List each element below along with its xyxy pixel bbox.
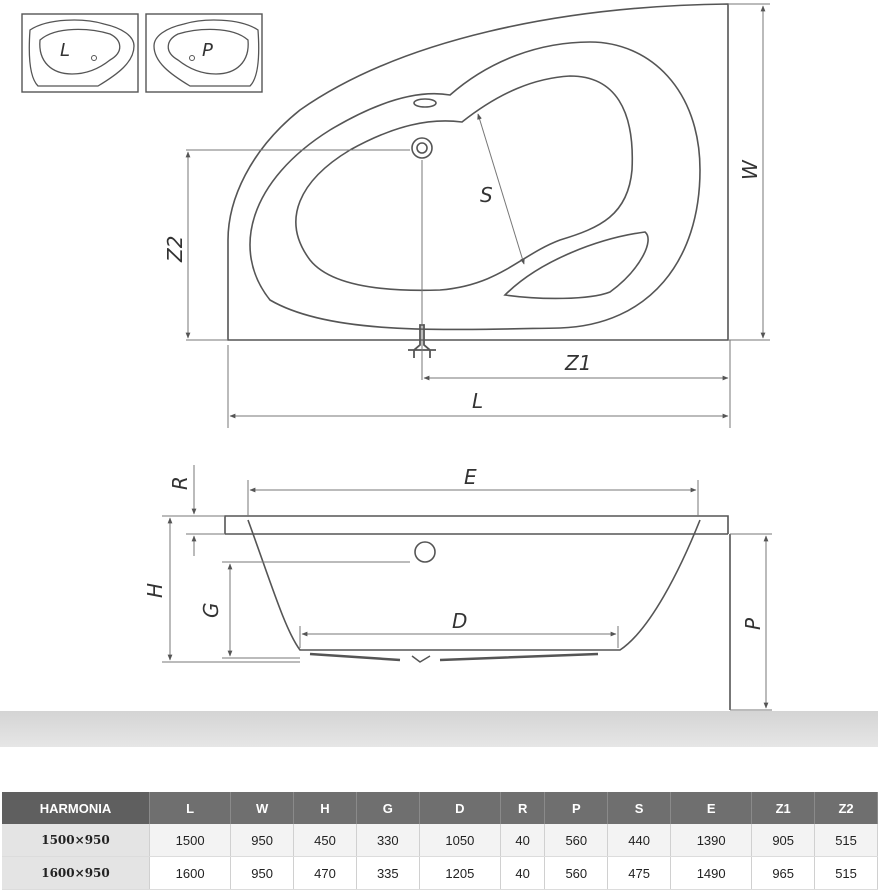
table-cell: 475 — [608, 857, 671, 890]
table-cell: 965 — [752, 857, 815, 890]
dimensions-table — [2, 792, 878, 890]
table-header-cell: L — [150, 792, 231, 824]
thumbnail-right-label: P — [202, 40, 213, 61]
table-header-cell: Z2 — [815, 792, 878, 824]
table-cell: 1050 — [419, 824, 500, 857]
table-cell: 1500 — [150, 824, 231, 857]
table-cell: 1600 — [150, 857, 231, 890]
floor-band — [0, 711, 878, 747]
thumbnail-right-version — [146, 14, 262, 92]
table-cell: 515 — [815, 857, 878, 890]
table-row — [2, 857, 878, 890]
side-view-dimensions — [162, 465, 772, 710]
table-cell: 1205 — [419, 857, 500, 890]
table-cell: 40 — [500, 857, 544, 890]
table-cell: 950 — [231, 857, 294, 890]
bathtub-side-view — [225, 516, 730, 710]
table-header-cell: P — [545, 792, 608, 824]
table-header-cell: Z1 — [752, 792, 815, 824]
table-header-cell: W — [231, 792, 294, 824]
top-view-dimensions — [186, 4, 770, 428]
bathtub-top-view — [228, 4, 728, 358]
table-cell: 560 — [545, 824, 608, 857]
dimension-l-label: L — [472, 389, 484, 413]
table-cell: 1390 — [671, 824, 752, 857]
table-cell: 470 — [294, 857, 357, 890]
table-header-row — [2, 792, 878, 824]
table-cell: 40 — [500, 824, 544, 857]
dimension-r-label: R — [168, 476, 192, 490]
table-cell: 335 — [356, 857, 419, 890]
table-cell: 515 — [815, 824, 878, 857]
dimension-z2-label: Z2 — [163, 235, 187, 262]
dimension-p-label: P — [741, 617, 765, 630]
table-cell: 1600×950 — [2, 857, 150, 890]
dimension-s-label: S — [480, 183, 493, 207]
table-cell: 560 — [545, 857, 608, 890]
table-header-cell: H — [294, 792, 357, 824]
table-row — [2, 824, 878, 857]
dimension-e-label: E — [464, 465, 477, 489]
dimension-g-label: G — [199, 602, 223, 618]
thumbnail-left-label: L — [60, 40, 71, 61]
table-header-cell: HARMONIA — [2, 792, 150, 824]
dimension-d-label: D — [452, 609, 468, 633]
table-cell: 450 — [294, 824, 357, 857]
table-header-cell: D — [419, 792, 500, 824]
table-header-cell: S — [608, 792, 671, 824]
table-cell: 440 — [608, 824, 671, 857]
table-cell: 1500×950 — [2, 824, 150, 857]
table-cell: 905 — [752, 824, 815, 857]
table-header-cell: G — [356, 792, 419, 824]
dimension-h-label: H — [143, 582, 167, 598]
table-cell: 1490 — [671, 857, 752, 890]
table-cell: 950 — [231, 824, 294, 857]
dimension-z1-label: Z1 — [565, 351, 592, 375]
table-cell: 330 — [356, 824, 419, 857]
dimension-w-label: W — [738, 160, 762, 180]
thumbnail-left-version — [22, 14, 138, 92]
table-header-cell: E — [671, 792, 752, 824]
table-header-cell: R — [500, 792, 544, 824]
